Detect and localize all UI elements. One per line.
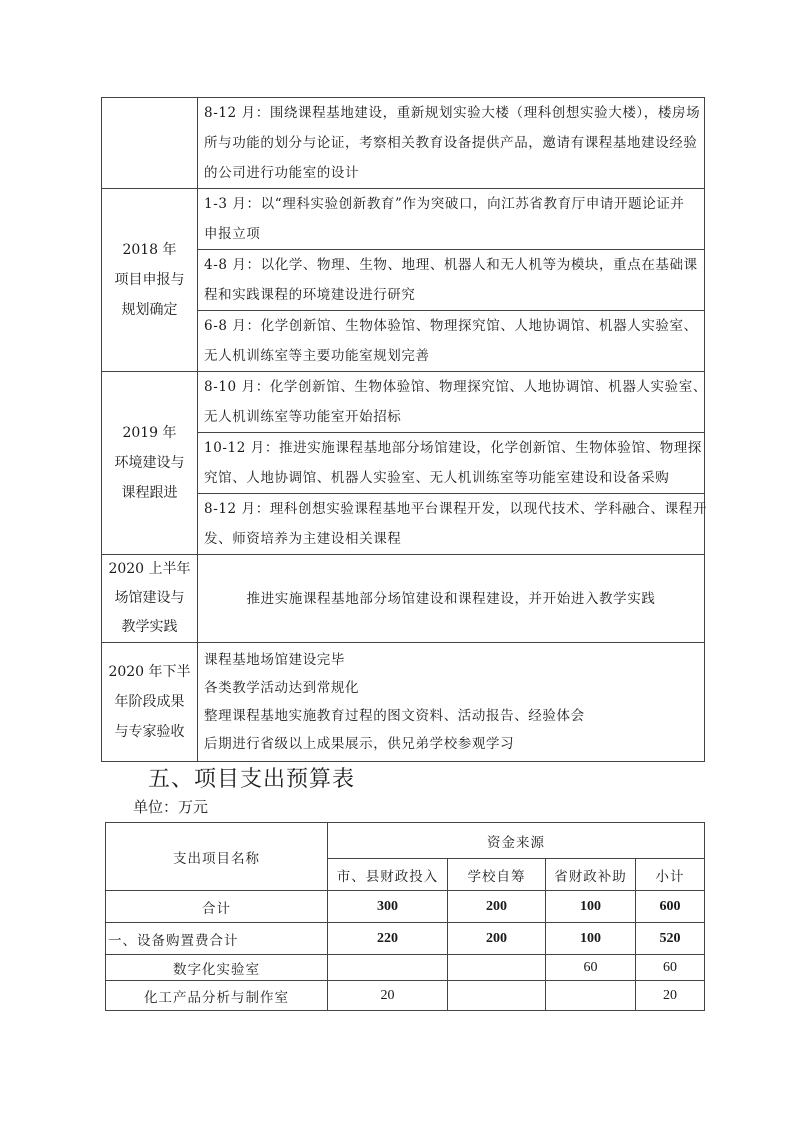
budget-header-row (106, 823, 705, 859)
plan-item-line: 发、师资培养为主建设相关课程 (204, 531, 402, 547)
plan-item-line: 1-3 月：以“理科实验创新教育”作为突破口，向江苏省教育厅申请开题论证并 (204, 196, 685, 212)
plan-item-line: 6-8 月：化学创新馆、生物体验馆、物理探究馆、人地协调馆、机器人实验室、 (204, 318, 698, 334)
plan-item-line: 各类教学活动达到常规化 (204, 680, 360, 696)
plan-item-line: 程和实践课程的环境建设进行研究 (204, 287, 416, 303)
plan-item (198, 433, 705, 494)
plan-item-line: 8-10 月：化学创新馆、生物体验馆、物理探究馆、人地协调馆、机器人实验室、 (204, 379, 707, 395)
column-header: 市、县财政投入 (328, 859, 448, 891)
plan-item-line: 后期进行省级以上成果展示，供兄弟学校参观学习 (204, 736, 515, 752)
stage-cell (102, 555, 198, 643)
value-cell: 300 (328, 891, 448, 923)
value-cell (546, 981, 636, 1011)
budget-row-equipment (106, 923, 705, 955)
value-cell: 220 (328, 923, 448, 955)
value-cell: 60 (636, 955, 705, 981)
value-cell (448, 955, 546, 981)
budget-row-chemical-lab (106, 981, 705, 1011)
stage-line: 项目申报与 (114, 272, 185, 288)
stage-line: 与专家验收 (114, 724, 185, 740)
plan-row-2019 (102, 372, 705, 433)
stage-line: 2020 上半年 (108, 561, 191, 577)
implementation-plan-table (101, 97, 705, 762)
stage-cell (102, 189, 198, 372)
value-cell: 600 (636, 891, 705, 923)
plan-row-2020-h2 (102, 643, 705, 762)
plan-item (198, 643, 705, 762)
plan-item-line: 无人机训练室等功能室开始招标 (204, 409, 402, 425)
value-cell: 200 (448, 891, 546, 923)
value-cell: 100 (546, 891, 636, 923)
plan-row-2017 (102, 98, 705, 189)
stage-line: 2019 年 (122, 425, 177, 441)
section-heading: 五、项目支出预算表 (148, 767, 356, 792)
plan-item-line: 4-8 月：以化学、物理、生物、地理、机器人和无人机等为模块，重点在基础课 (204, 257, 698, 273)
value-cell: 520 (636, 923, 705, 955)
plan-item (198, 98, 705, 189)
plan-item-line: 申报立项 (204, 226, 261, 242)
plan-item-line: 无人机训练室等主要功能室规划完善 (204, 348, 430, 364)
stage-line: 课程跟进 (121, 485, 178, 501)
plan-item (198, 189, 705, 250)
stage-cell (102, 372, 198, 555)
column-header: 省财政补助 (546, 859, 636, 891)
value-cell: 200 (448, 923, 546, 955)
stage-line: 场馆建设与 (114, 590, 185, 606)
plan-row-2020-h1 (102, 555, 705, 643)
value-cell: 60 (546, 955, 636, 981)
plan-item-line: 究馆、人地协调馆、机器人实验室、无人机训练室等功能室建设和设备采购 (204, 470, 670, 486)
row-name: 合计 (106, 891, 328, 923)
stage-cell (102, 643, 198, 762)
value-cell: 20 (636, 981, 705, 1011)
plan-item-line: 课程基地场馆建设完毕 (204, 652, 345, 668)
value-cell: 20 (328, 981, 448, 1011)
name-header: 支出项目名称 (106, 823, 328, 891)
plan-item-line: 推进实施课程基地部分场馆建设和课程建设，并开始进入教学实践 (246, 590, 656, 607)
stage-line: 环境建设与 (114, 455, 185, 471)
budget-table (105, 822, 705, 1011)
plan-item (198, 250, 705, 311)
stage-line: 2020 年下半 (108, 664, 191, 680)
row-name: 数字化实验室 (106, 955, 328, 981)
value-cell: 100 (546, 923, 636, 955)
unit-label: 单位：万元 (133, 798, 209, 816)
value-cell (448, 981, 546, 1011)
plan-item (198, 494, 705, 555)
row-name: 一、设备购置费合计 (106, 923, 328, 955)
plan-item-line: 整理课程基地实施教育过程的图文资料、活动报告、经验体会 (204, 708, 585, 724)
plan-item (198, 372, 705, 433)
plan-item-line: 8-12 月：围绕课程基地建设，重新规划实验大楼（理科创想实验大楼），楼房场 (204, 105, 701, 121)
plan-item-line: 所与功能的划分与论证，考察相关教育设备提供产品，邀请有课程基地建设经验 (204, 135, 698, 151)
plan-item-line: 8-12 月：理科创想实验课程基地平台课程开发，以现代技术、学科融合、课程开 (204, 501, 707, 517)
stage-cell (102, 98, 198, 189)
plan-item (198, 311, 705, 372)
stage-line: 年阶段成果 (114, 694, 185, 710)
funding-source-header: 资金来源 (328, 823, 705, 859)
row-name: 化工产品分析与制作室 (106, 981, 328, 1011)
plan-item-line: 10-12 月：推进实施课程基地部分场馆建设，化学创新馆、生物体验馆、物理探 (204, 440, 703, 456)
column-header: 学校自筹 (448, 859, 546, 891)
value-cell (328, 955, 448, 981)
plan-item (198, 555, 705, 643)
stage-line: 规划确定 (121, 302, 178, 318)
budget-row-digital-lab (106, 955, 705, 981)
plan-row-2018 (102, 189, 705, 250)
budget-row-total (106, 891, 705, 923)
stage-line: 2018 年 (122, 242, 177, 258)
column-header: 小计 (636, 859, 705, 891)
plan-item-line: 的公司进行功能室的设计 (204, 165, 360, 181)
stage-line: 教学实践 (121, 619, 178, 635)
